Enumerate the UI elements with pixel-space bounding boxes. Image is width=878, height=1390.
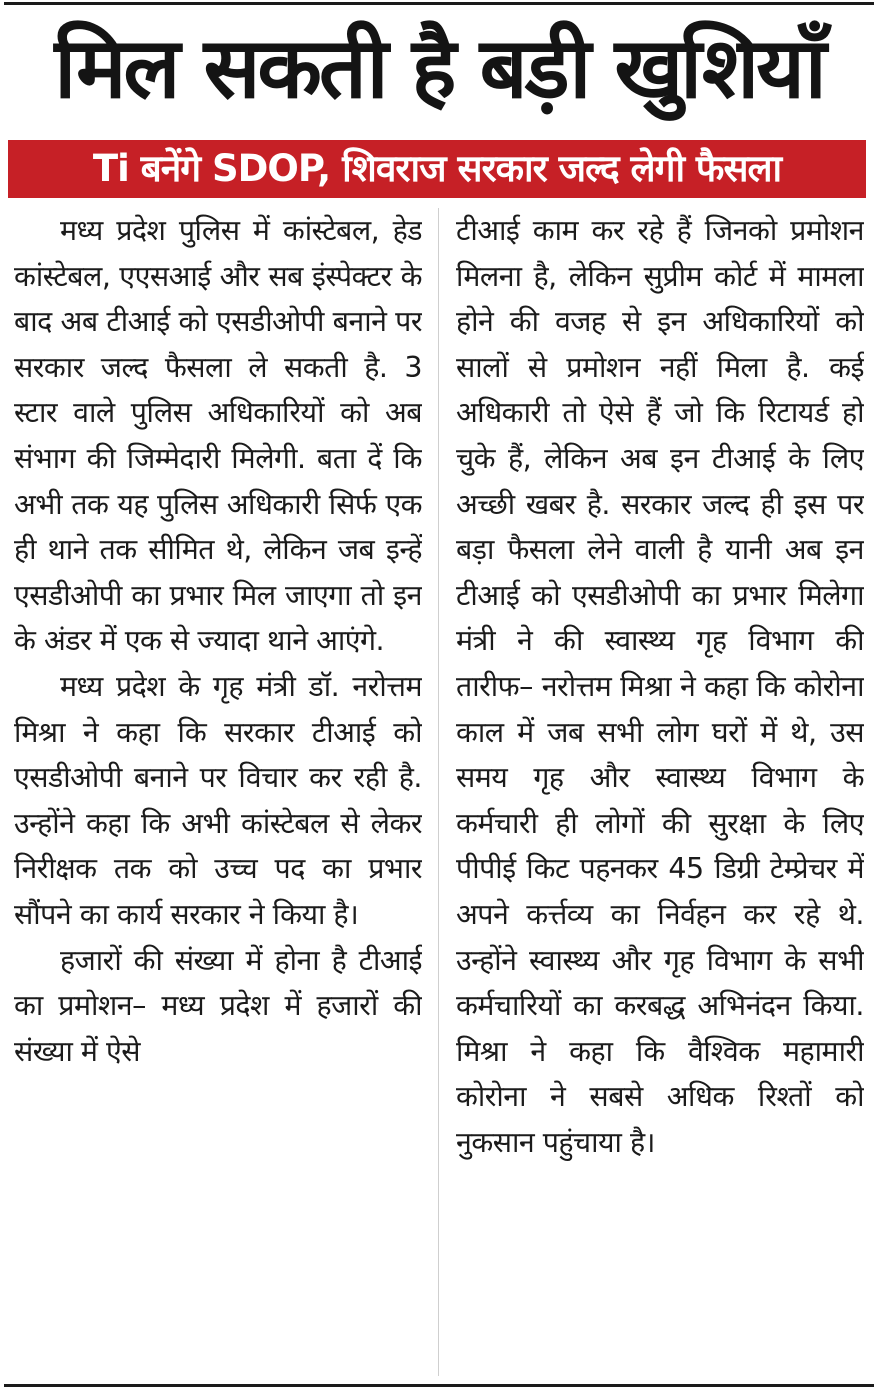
paragraph: मध्य प्रदेश पुलिस में कांस्टेबल, हेड कांस्टेबल, एएसआई और सब इंस्पेक्टर के बाद अब टीआई को एसडीओपी बनाने पर सरकार जल्द फैसला ले सकती है. 3 स्टार वाले पुलिस अधिकारियों को अब संभाग की जिम्मेदारी मिलेगी. बता दें कि अभी तक यह पुलिस अधिकारी सिर्फ एक ही थाने तक सीमित थे, लेकिन जब इन्हें एसडीओपी का प्रभार मिल जाएगा तो इन के अंडर में एक से ज्यादा थाने आएंगे. bbox=[14, 214, 422, 658]
top-rule bbox=[4, 2, 874, 5]
paragraph: टीआई काम कर रहे हैं जिनको प्रमोशन मिलना है, लेकिन सुप्रीम कोर्ट में मामला होने की वजह से इन अधिकारियों को सालों से प्रमोशन नहीं मिला है. कई अधिकारी तो ऐसे हैं जो कि रिटायर्ड हो चुके हैं, लेकिन अब इन टीआई के लिए अच्छी खबर है. सरकार जल्द ही इस पर बड़ा फैसला लेने वाली है यानी अब इन टीआई को एसडीओपी का प्रभार मिलेगा मंत्री ने की स्वास्थ्य गृह विभाग की तारीफ– नरोत्तम मिश्रा ने कहा कि कोरोना काल में जब सभी लोग घरों में थे, उस समय गृह और स्वास्थ्य विभाग के कर्मचारी ही लोगों की सुरक्षा के लिए पीपीई किट पहनकर 45 डिग्री टेम्प्रेचर में अपने कर्त्तव्य का निर्वहन कर रहे थे. उन्होंने स्वास्थ्य और गृह विभाग के सभी कर्मचारियों का करबद्ध अभिनंदन किया. मिश्रा ने कहा कि वैश्विक महामारी कोरोना ने सबसे अधिक रिश्तों को नुकसान पहुंचाया है। bbox=[456, 214, 864, 1159]
left-column bbox=[14, 208, 422, 1376]
paragraph: मध्य प्रदेश के गृह मंत्री डॉ. नरोत्तम मिश्रा ने कहा कि सरकार टीआई को एसडीओपी बनाने पर विचार कर रही है. उन्होंने कहा कि अभी कांस्टेबल से लेकर निरीक्षक तक को उच्च पद का प्रभार सौंपने का कार्य सरकार ने किया है। bbox=[14, 669, 422, 931]
paragraph: हजारों की संख्या में होना है टीआई का प्रमोशन– मध्य प्रदेश में हजारों की संख्या में ऐसे bbox=[14, 943, 422, 1068]
subheadline: Ti बनेंगे SDOP, शिवराज सरकार जल्द लेगी फैसला bbox=[92, 147, 782, 190]
right-column bbox=[456, 208, 864, 1376]
bottom-rule bbox=[4, 1384, 874, 1387]
subheadline-banner bbox=[8, 140, 866, 198]
column-divider bbox=[438, 208, 439, 1376]
headline: मिल सकती है बड़ी खुशियाँ bbox=[54, 19, 824, 117]
